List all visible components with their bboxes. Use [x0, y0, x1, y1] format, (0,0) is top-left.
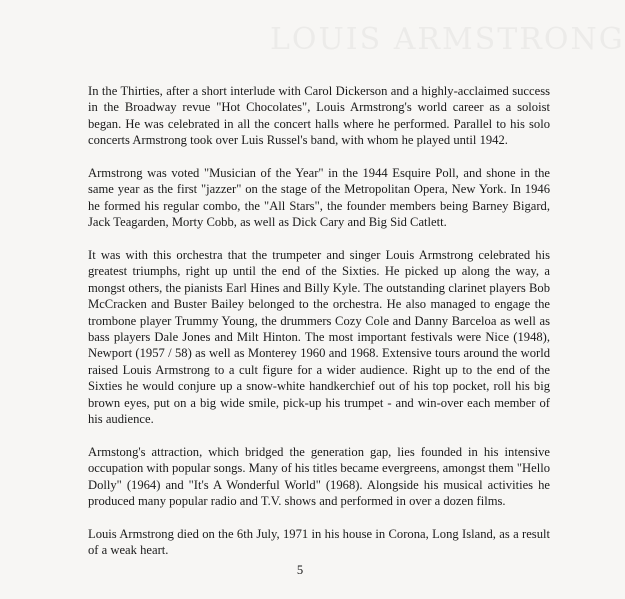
show-through-ghost-text: LOUIS ARMSTRONG [270, 22, 625, 57]
body-text [88, 83, 550, 575]
paragraph-all-stars-orchestra: It was with this orchestra that the trumpeter and singer Louis Armstrong celebrated his greatest triumphs, right up until the end of the Sixties. He picked up along the way, a mongst others, the pianists Earl Hines and Billy Kyle. The outstanding clarinet players Bob McCracken and Buster Bailey belonged to the orchestra. He also managed to engage the trombone player Trummy Young, the drummers Cozy Cole and Danny Barceloa as well as bass players Dale Jones and Milt Hinton. The most important festivals were Nice (1948), Newport (1957 / 58) as well as Monterey 1960 and 1968. Extensive tours around the world raised Louis Armstrong to a cult figure for a wider audience. Right up to the end of the Sixties he would conjure up a snow-white handkerchief out of his top pocket, roll his big brown eyes, put on a big wide smile, pick-up his trumpet - and win-over each member of his audience. [88, 248, 550, 427]
page-number: 5 [296, 563, 304, 577]
paragraph-popular-songs: Armstong's attraction, which bridged the generation gap, lies founded in his intensive occupation with popular songs. Many of his titles became evergreens, amongst them "Hello Dolly" (1964) and "It's A Wonderful World" (1968). Alongside his musical activities he produced many popular radio and T.V. shows and performed in over a dozen films. [88, 444, 550, 509]
paragraph-death: Louis Armstrong died on the 6th July, 1971 in his house in Corona, Long Island, as a result of a weak heart. [88, 526, 550, 558]
paragraph-thirties: In the Thirties, after a short interlude with Carol Dickerson and a highly-acclaimed success in the Broadway revue "Hot Chocolates", Louis Armstrong's world career as a soloist began. He was celebrated in all the concert halls where he performed. Parallel to his solo concerts Armstrong took over Luis Russel's band, with whom he played until 1942. [88, 84, 550, 148]
paragraph-esquire-poll: Armstrong was voted "Musician of the Year" in the 1944 Esquire Poll, and shone in the same year as the first "jazzer" on the stage of the Metropolitan Opera, New York. In 1946 he formed his regular combo, the "All Stars", the founder members being Barney Bigard, Jack Teagarden, Morty Cobb, as well as Dick Cary and Big Sid Catlett. [88, 166, 550, 230]
